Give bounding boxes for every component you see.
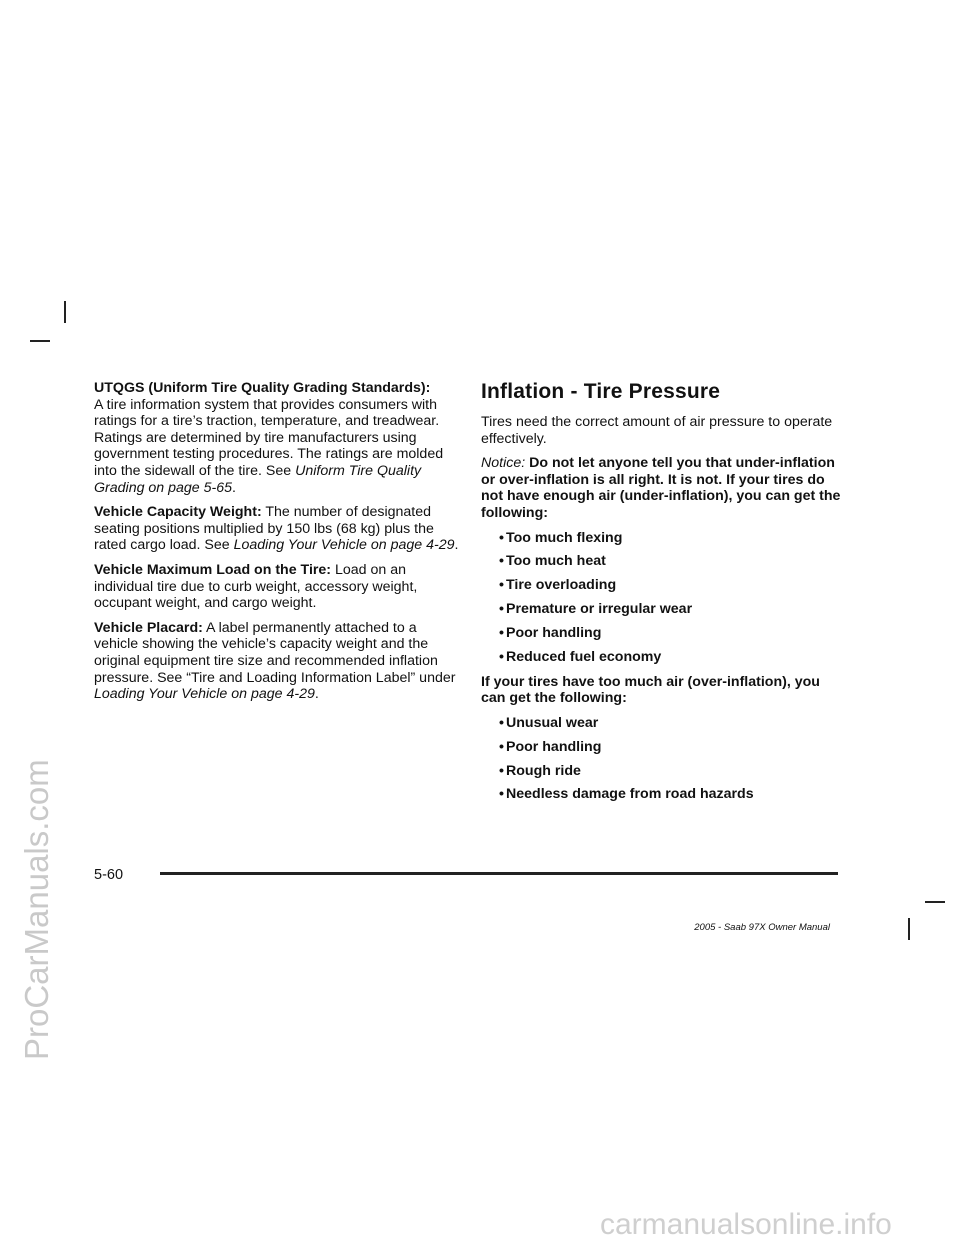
- list-item: [481, 601, 846, 618]
- cross-reference-link[interactable]: Loading Your Vehicle on page 4-29: [233, 537, 455, 554]
- vehicle-capacity-weight-definition: Vehicle Capacity Weight: The number of designated seating positions multiplied by 150 lbs (68 kg) plus the rated cargo load. See Loading Your Vehicle on page 4-29.: [94, 504, 459, 554]
- list-item-text: Rough ride: [506, 762, 581, 779]
- notice-paragraph: [481, 455, 846, 521]
- bullet-icon: •: [499, 625, 504, 642]
- vehicle-placard-definition: Vehicle Placard: A label permanently attached to a vehicle showing the vehicle’s capacity weight and the original equipment tire size and recommended inflation pressure. See “Tire and Loading Information Label” under Loading Your Vehicle on page 4-29.: [94, 619, 456, 703]
- list-item-text: Poor handling: [506, 738, 602, 755]
- list-item: [481, 625, 846, 642]
- definition-term: Vehicle Placard:: [94, 619, 203, 636]
- side-watermark: ProCarManuals.com: [18, 759, 55, 1060]
- list-item: [481, 739, 846, 756]
- under-inflation-list: [481, 530, 846, 666]
- left-column: [94, 380, 459, 711]
- vehicle-maximum-load-definition: [94, 562, 459, 612]
- list-item: [481, 786, 846, 803]
- definition-term: Vehicle Capacity Weight:: [94, 504, 262, 521]
- list-item: [481, 715, 846, 732]
- bullet-icon: •: [499, 601, 504, 618]
- footer-rule: [160, 872, 838, 875]
- notice-text: Do not let anyone tell you that under-inflation or over-inflation is all right. It is not. If your tires do not have enough air (under-inflation), you can get the following:: [481, 455, 841, 521]
- cross-reference-link[interactable]: Uniform Tire Quality Grading on page 5-65: [94, 462, 422, 496]
- intro-paragraph: Tires need the correct amount of air pressure to operate effectively.: [481, 414, 833, 447]
- list-item-text: Tire overloading: [506, 577, 617, 594]
- list-item-text: Reduced fuel economy: [506, 649, 662, 666]
- list-item-text: Poor handling: [506, 625, 602, 642]
- bullet-icon: •: [499, 714, 504, 731]
- crop-mark-bottom-horizontal: [925, 901, 945, 903]
- crop-mark-top-horizontal: [30, 340, 50, 342]
- over-inflation-list: [481, 715, 846, 803]
- definition-term: UTQGS (Uniform Tire Quality Grading Standards):: [94, 380, 431, 396]
- footer-manual-title: 2005 - Saab 97X Owner Manual: [694, 922, 830, 933]
- crop-mark-top-vertical: [64, 301, 66, 323]
- list-item: [481, 553, 846, 570]
- cross-reference-link[interactable]: Loading Your Vehicle on page 4-29: [94, 686, 315, 703]
- definition-text: A label permanently attached to a vehicle showing the vehicle’s capacity weight and the original equipment tire size and recommended inflation pressure. See “Tire and Loading Information Label” under: [94, 619, 456, 686]
- bullet-icon: •: [499, 577, 504, 594]
- section-heading: Inflation - Tire Pressure: [481, 380, 721, 403]
- bullet-icon: •: [499, 738, 504, 755]
- notice-label: Notice:: [481, 455, 526, 472]
- utqgs-definition: UTQGS (Uniform Tire Quality Grading Standards): A tire information system that provides consumers with ratings for a tire’s traction, temperature, and treadwear. Ratings are determined by tire manufacturers using government testing procedures. The ratings are molded into the sidewall of the tire. See Uniform Tire Quality Grading on page 5-65.: [94, 380, 459, 496]
- bullet-icon: •: [499, 553, 504, 570]
- page-number: 5-60: [94, 867, 124, 883]
- list-item-text: Premature or irregular wear: [506, 601, 693, 618]
- definition-text: The number of designated seating positions multiplied by 150 lbs (68 kg) plus the rated cargo load. See: [94, 504, 434, 554]
- list-item-text: Unusual wear: [506, 714, 599, 731]
- definition-text: Load on an individual tire due to curb weight, accessory weight, occupant weight, and cargo weight.: [94, 561, 418, 612]
- over-inflation-intro: If your tires have too much air (over-inflation), you can get the following:: [481, 673, 820, 707]
- list-item: [481, 577, 846, 594]
- definition-term: Vehicle Maximum Load on the Tire:: [94, 561, 332, 578]
- bullet-icon: •: [499, 649, 504, 666]
- list-item-text: Needless damage from road hazards: [506, 786, 754, 803]
- list-item: [481, 763, 846, 780]
- list-item: [481, 649, 846, 666]
- bottom-watermark: carmanualsonline.info: [600, 1208, 892, 1241]
- list-item: [481, 530, 846, 547]
- crop-mark-bottom-vertical: [908, 918, 910, 940]
- list-item-text: Too much heat: [506, 553, 606, 570]
- list-item-text: Too much flexing: [506, 529, 623, 546]
- bullet-icon: •: [499, 786, 504, 803]
- bullet-icon: •: [499, 762, 504, 779]
- definition-text: A tire information system that provides consumers with ratings for a tire’s traction, temperature, and treadwear. Ratings are determined by tire manufacturers using government testing procedures. The ratings are molded into the sidewall of the tire. See: [94, 396, 444, 479]
- bullet-icon: •: [499, 529, 504, 546]
- right-column: [481, 380, 846, 811]
